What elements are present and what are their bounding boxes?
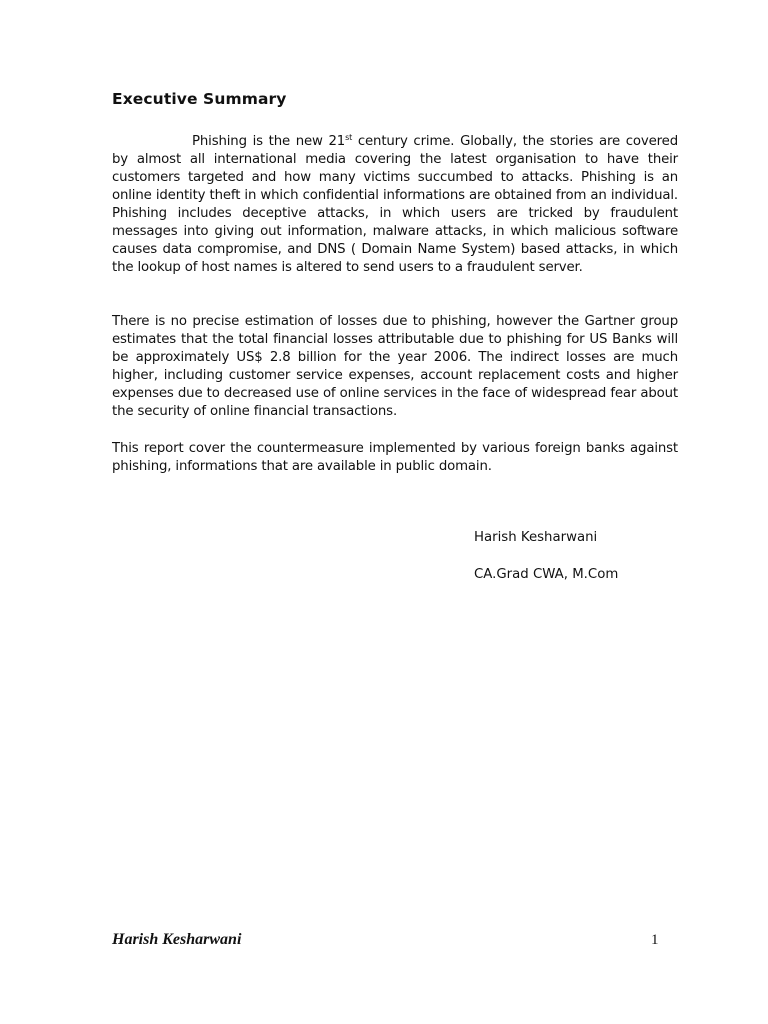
signature-name: Harish Kesharwani — [474, 530, 598, 545]
intro-paragraph — [112, 133, 678, 277]
losses-paragraph: There is no precise estimation of losses due to phishing, however the Gartner group estimates that the total financial losses attributable due to phishing for US Banks will be approximately US$ 2.8 billion for the year 2006. The indirect losses are much higher, including customer service expenses, account replacement costs and higher expenses due to decreased use of online services in the face of widespread fear about the security of online financial transactions. — [112, 314, 678, 419]
ordinal-superscript: st — [345, 133, 353, 142]
footer-author: Harish Kesharwani — [112, 931, 242, 948]
section-heading: Executive Summary — [112, 90, 287, 108]
page-number: 1 — [651, 932, 659, 948]
signature-qualifications: CA.Grad CWA, M.Com — [474, 567, 619, 582]
intro-text-start: Phishing is the new 21 — [192, 134, 346, 149]
intro-text-rest: century crime. Globally, the stories are covered by almost all international media covering the latest organisation to have their customers targeted and how many victims succumbed to attacks. Phishing is an online identity theft in which confidential informations are obtained from an individual. Phishing includes deceptive attacks, in which users are tricked by fraudulent messages into giving out information, malware attacks, in which malicious software causes data compromise, and DNS ( Domain Name System) based attacks, in which the lookup of host names is altered to send users to a fraudulent server. — [112, 134, 678, 275]
scope-paragraph: This report cover the countermeasure implemented by various foreign banks against phishing, informations that are available in public domain. — [112, 441, 678, 474]
